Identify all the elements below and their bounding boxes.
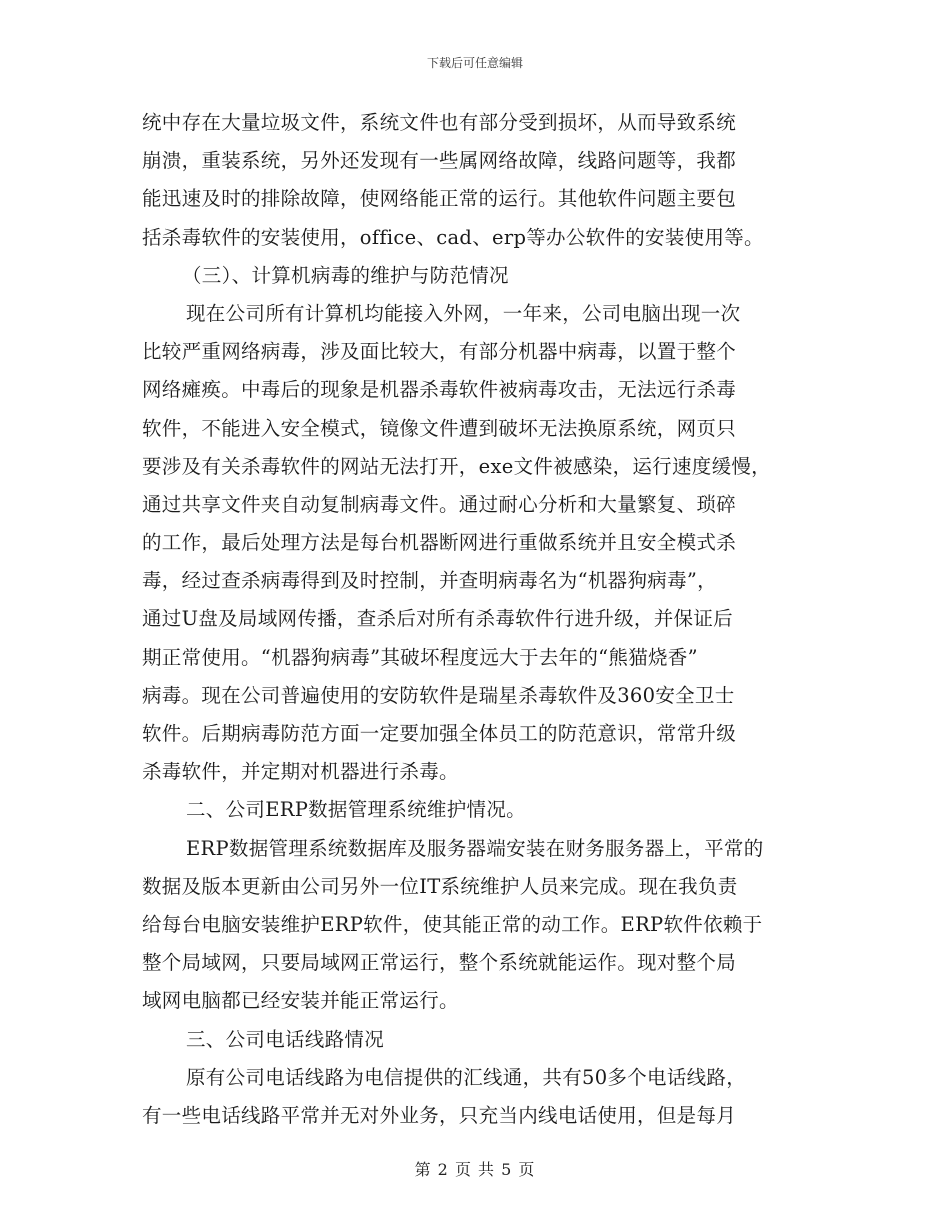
- text-line: 整个局域网，只要局域网正常运行，整个系统就能运作。现对整个局: [142, 951, 737, 975]
- text-line: （三）、计算机病毒的维护与防范情况: [182, 263, 509, 287]
- text-line: 数据及版本更新由公司另外一位IT系统维护人员来完成。现在我负责: [142, 874, 738, 898]
- text-line: 域网电脑都已经安装并能正常运行。: [142, 989, 459, 1013]
- text-line: ERP数据管理系统数据库及服务器端安装在财务服务器上，平常的: [186, 836, 764, 860]
- text-line: 杀毒软件，并定期对机器进行杀毒。: [142, 760, 459, 784]
- text-line: 现在公司所有计算机均能接入外网，一年来，公司电脑出现一次: [186, 301, 741, 325]
- text-line: 期正常使用。“机器狗病毒”其破坏程度远大于去年的“熊猫烧香”: [142, 645, 698, 669]
- text-line: 的工作，最后处理方法是每台机器断网进行重做系统并且安全模式杀: [142, 531, 737, 555]
- text-line: 要涉及有关杀毒软件的网站无法打开，exe文件被感染，运行速度缓慢，: [142, 454, 771, 478]
- text-line: 括杀毒软件的安装使用，office、cad、erp等办公软件的安装使用等。: [142, 225, 764, 249]
- text-line: 有一些电话线路平常并无对外业务，只充当内线电话使用，但是每月: [142, 1103, 737, 1127]
- text-line: 软件。后期病毒防范方面一定要加强全体员工的防范意识，常常升级: [142, 722, 737, 745]
- text-line: 病毒。现在公司普遍使用的安防软件是瑞星杀毒软件及360安全卫士: [142, 683, 735, 707]
- page-header: 下载后可任意编辑: [426, 56, 523, 70]
- text-line: 能迅速及时的排除故障，使网络能正常的运行。其他软件问题主要包: [142, 187, 737, 211]
- text-line: 网络瘫痪。中毒后的现象是机器杀毒软件被病毒攻击，无法远行杀毒: [142, 378, 737, 402]
- page-number-footer: 第 2 页 共 5 页: [414, 1160, 536, 1179]
- text-line: 崩溃，重装系统，另外还发现有一些属网络故障，线路问题等，我都: [142, 149, 737, 173]
- text-line: 统中存在大量垃圾文件，系统文件也有部分受到损坏，从而导致系统: [142, 111, 737, 134]
- text-line: 比较严重网络病毒，涉及面比较大，有部分机器中病毒，以置于整个: [142, 340, 737, 364]
- text-line: 软件，不能进入安全模式，镜像文件遭到破坏无法换原系统，网页只: [142, 416, 737, 440]
- text-line: 三、公司电话线路情况: [186, 1027, 385, 1051]
- text-line: 二、公司ERP数据管理系统维护情况。: [186, 798, 526, 822]
- text-line: 通过共享文件夹自动复制病毒文件。通过耐心分析和大量繁复、琐碎: [142, 492, 737, 516]
- text-line: 原有公司电话线路为电信提供的汇线通，共有50多个电话线路，: [186, 1065, 747, 1089]
- document-body: [142, 104, 822, 1135]
- text-line: 通过U盘及局域网传播，查杀后对所有杀毒软件行进升级，并保证后: [142, 607, 733, 631]
- text-line: 给每台电脑安装维护ERP软件，使其能正常的动工作。ERP软件依赖于: [142, 912, 763, 936]
- text-line: 毒，经过查杀病毒得到及时控制，并查明病毒名为“机器狗病毒”，: [142, 569, 717, 593]
